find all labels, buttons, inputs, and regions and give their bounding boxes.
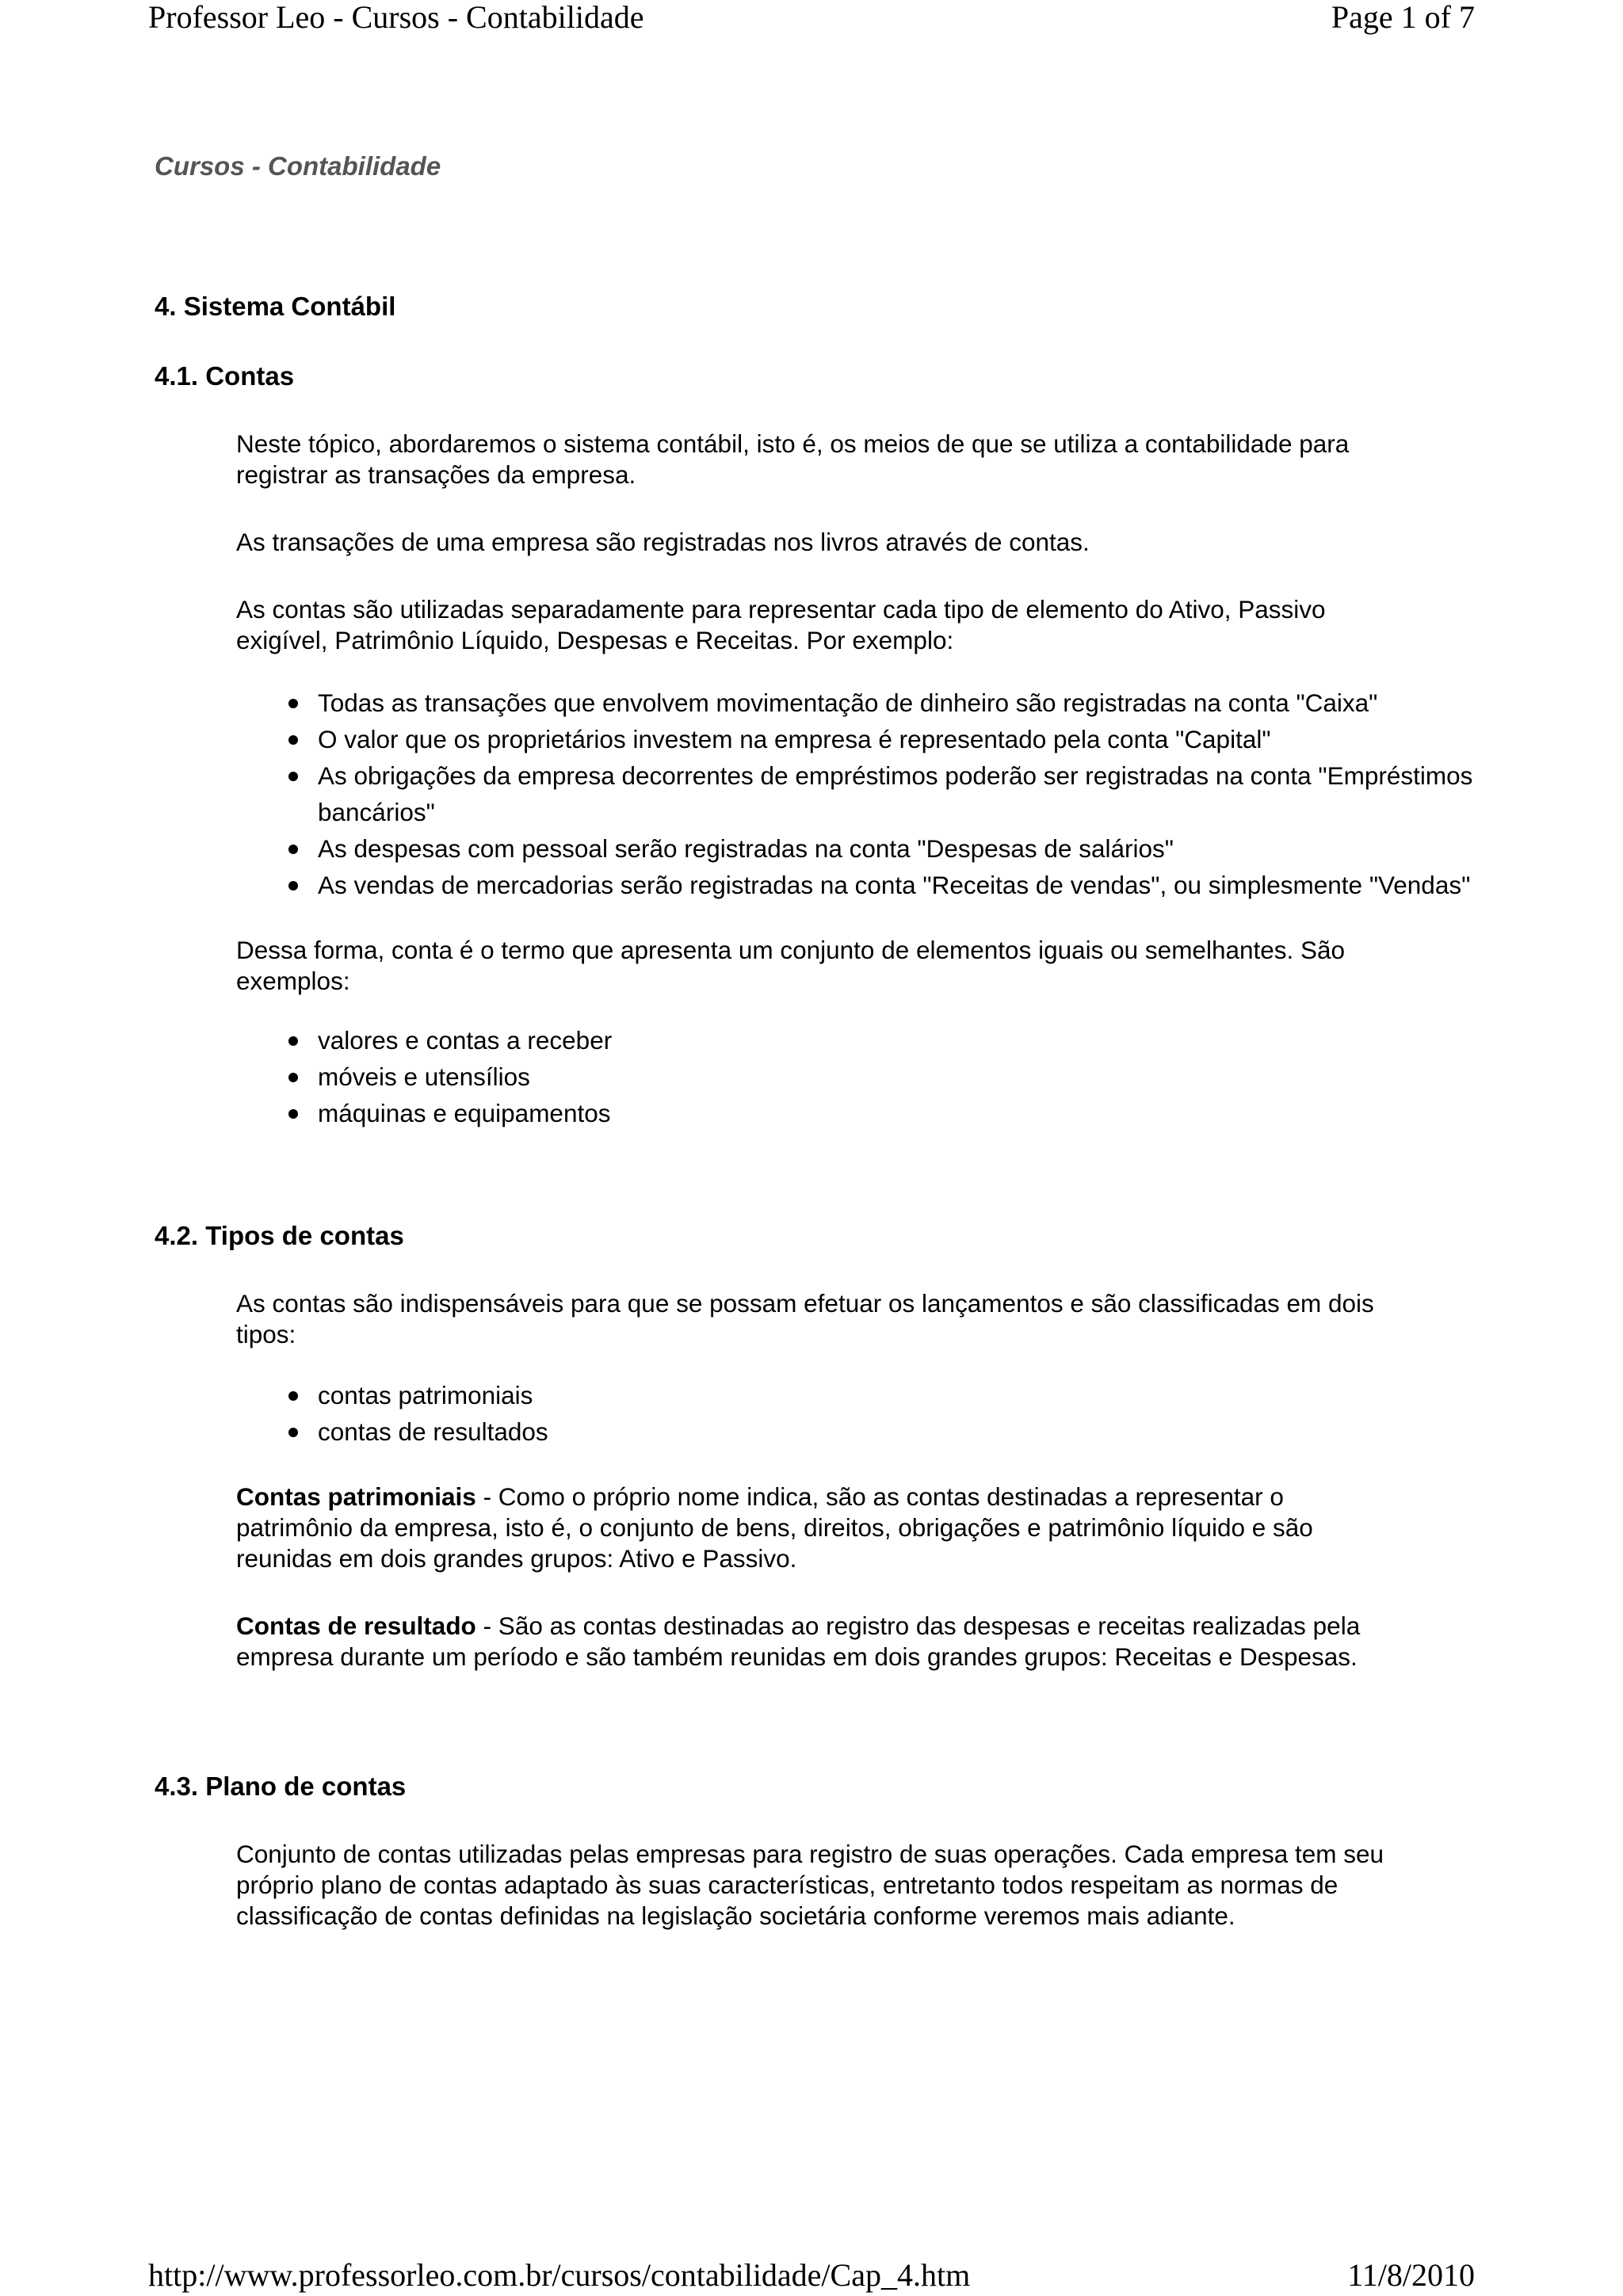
term: Contas de resultado xyxy=(236,1611,476,1640)
chapter-title: 4. Sistema Contábil xyxy=(155,292,396,321)
term: Contas patrimoniais xyxy=(236,1482,476,1511)
section-4-3-title: 4.3. Plano de contas xyxy=(155,1772,407,1801)
list-item: As obrigações da empresa decorrentes de empréstimos poderão ser registradas na conta "Empréstimos bancários" xyxy=(318,757,1475,830)
print-footer xyxy=(148,2257,1475,2293)
page-url: http://www.professorleo.com.br/cursos/contabilidade/Cap_4.htm xyxy=(148,2257,971,2293)
definition-resultado xyxy=(236,1611,1393,1672)
paragraph: Neste tópico, abordaremos o sistema contábil, isto é, os meios de que se utiliza a contabilidade para registrar as transações da empresa. xyxy=(236,429,1350,489)
account-types-list xyxy=(236,1377,1475,1450)
list-item: móveis e utensílios xyxy=(318,1058,1475,1095)
section-4-3-body xyxy=(236,1839,1393,1932)
section-4-1-body xyxy=(236,429,1393,656)
list-item: O valor que os proprietários investem na empresa é representado pela conta "Capital" xyxy=(318,721,1475,757)
paragraph: As contas são indispensáveis para que se possam efetuar os lançamentos e são classificadas em dois tipos: xyxy=(236,1289,1374,1348)
section-4-2-body xyxy=(236,1288,1393,1350)
definition-text: - São as contas destinadas ao registro das despesas e receitas realizadas pela empresa durante um período e são também reunidas em dois grandes grupos: Receitas e Despesas. xyxy=(236,1611,1361,1671)
list-item: contas de resultados xyxy=(318,1413,1475,1450)
section-4-1-summary xyxy=(236,935,1393,997)
document-content xyxy=(155,151,1473,1932)
list-item: As despesas com pessoal serão registradas na conta "Despesas de salários" xyxy=(318,830,1475,867)
page-number: Page 1 of 7 xyxy=(1331,0,1475,35)
print-date: 11/8/2010 xyxy=(1347,2257,1475,2293)
list-item: máquinas e equipamentos xyxy=(318,1095,1475,1131)
list-item: Todas as transações que envolvem movimentação de dinheiro são registradas na conta "Caixa" xyxy=(318,685,1475,721)
print-header-title: Professor Leo - Cursos - Contabilidade xyxy=(148,0,644,35)
section-4-1-title: 4.1. Contas xyxy=(155,361,295,391)
paragraph: Conjunto de contas utilizadas pelas empresas para registro de suas operações. Cada empresa tem seu próprio plano de contas adaptado às suas características, entretanto todos respeitam as normas de classificação de contas definidas na legislação societária conforme veremos mais adiante. xyxy=(236,1840,1384,1930)
paragraph: As transações de uma empresa são registradas nos livros através de contas. xyxy=(236,528,1090,556)
section-4-2-definitions xyxy=(236,1482,1393,1672)
list-item: As vendas de mercadorias serão registradas na conta "Receitas de vendas", ou simplesmente "Vendas" xyxy=(318,867,1475,903)
paragraph: Dessa forma, conta é o termo que apresenta um conjunto de elementos iguais ou semelhantes. São exemplos: xyxy=(236,936,1346,995)
account-groups-list xyxy=(236,1022,1475,1131)
list-item: valores e contas a receber xyxy=(318,1022,1475,1058)
section-4-2-title: 4.2. Tipos de contas xyxy=(155,1221,404,1250)
print-header xyxy=(148,2,1475,33)
definition-patrimoniais xyxy=(236,1482,1393,1574)
list-item: contas patrimoniais xyxy=(318,1377,1475,1413)
site-title: Cursos - Contabilidade xyxy=(155,151,441,181)
definition-text: - Como o próprio nome indica, são as contas destinadas a representar o patrimônio da empresa, isto é, o conjunto de bens, direitos, obrigações e patrimônio líquido e são reunidas em dois grandes grupos: Ativo e Passivo. xyxy=(236,1482,1313,1573)
examples-list xyxy=(236,685,1475,903)
paragraph: As contas são utilizadas separadamente para representar cada tipo de elemento do Ativo, Passivo exigível, Patrimônio Líquido, Despesas e Receitas. Por exemplo: xyxy=(236,595,1326,654)
